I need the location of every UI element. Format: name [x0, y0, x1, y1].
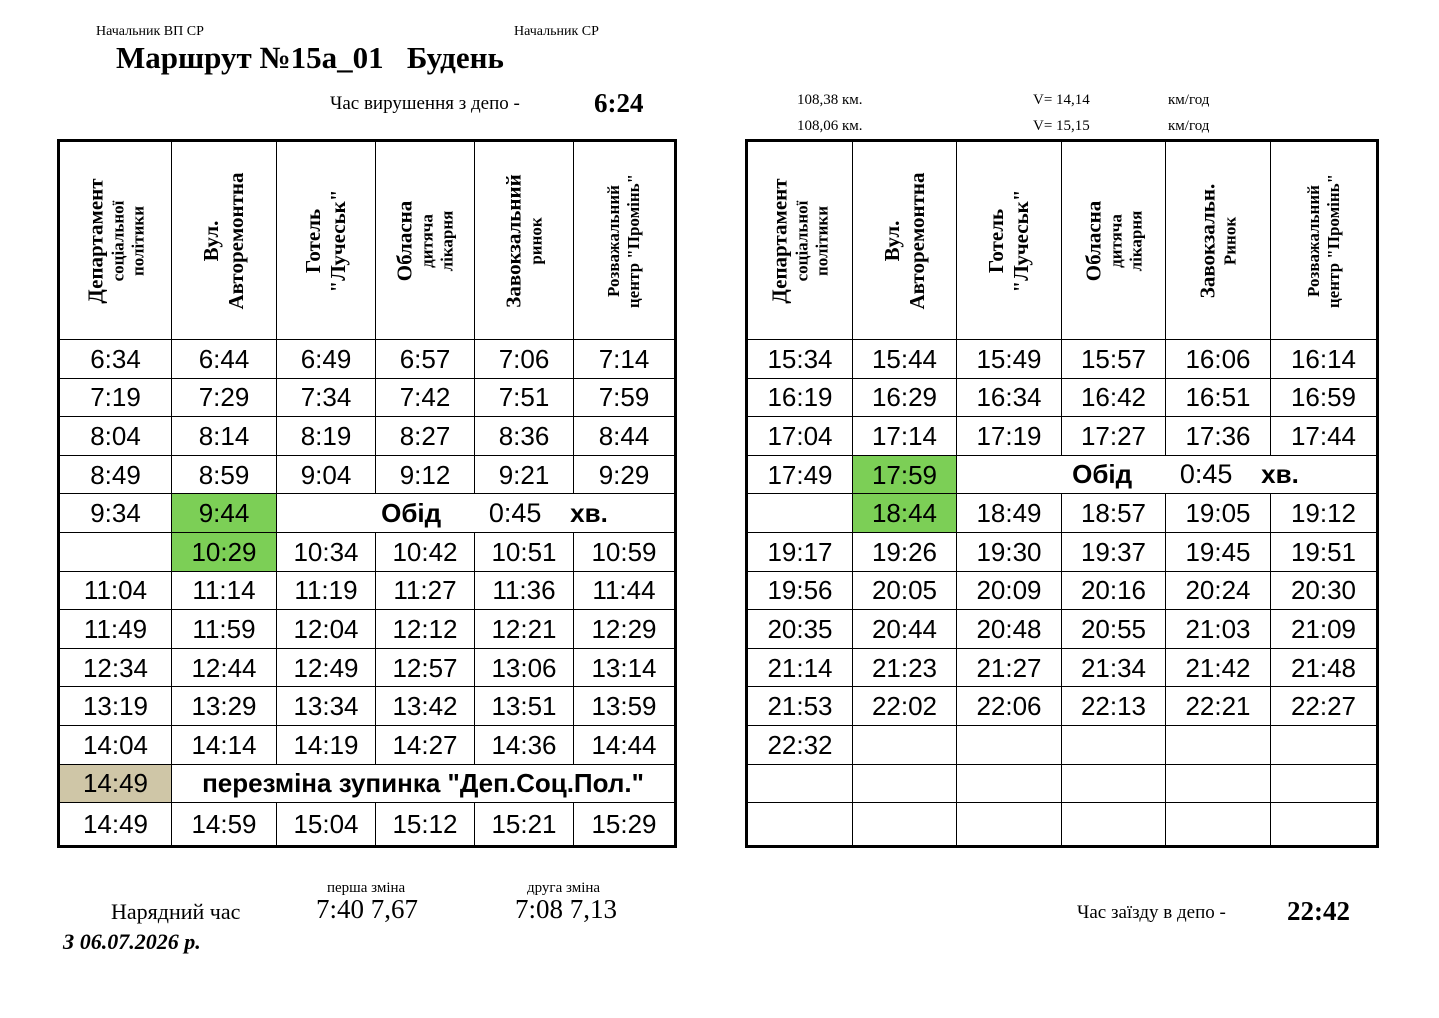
- time-cell: 17:36: [1166, 417, 1271, 456]
- table-row: [59, 803, 676, 847]
- stop-header-label: [83, 147, 148, 335]
- time-cell: 19:56: [747, 571, 853, 610]
- time-cell: 14:49: [59, 803, 172, 847]
- time-cell: 19:37: [1062, 532, 1166, 571]
- stop-header-label: [1303, 147, 1343, 335]
- time-cell: 12:57: [376, 648, 475, 687]
- page-title: Маршрут №15а_01 Будень: [116, 40, 504, 75]
- stop-header-label: [502, 147, 547, 335]
- stop-header-label: [880, 147, 930, 335]
- time-cell: 14:14: [172, 725, 277, 764]
- table-row: [747, 340, 1378, 379]
- time-cell: 22:13: [1062, 687, 1166, 726]
- first-shift-value: 7:40 7,67: [316, 894, 419, 924]
- time-cell: 15:57: [1062, 340, 1166, 379]
- speed-unit-1: км/год: [1168, 92, 1210, 108]
- time-cell: 7:29: [172, 378, 277, 417]
- time-cell: 20:30: [1271, 571, 1378, 610]
- stop-header-label: [1196, 147, 1241, 335]
- table-row: [59, 455, 676, 494]
- time-cell: 16:59: [1271, 378, 1378, 417]
- stop-name: Готель: [984, 208, 1009, 273]
- time-cell: 16:42: [1062, 378, 1166, 417]
- time-cell: 21:27: [957, 648, 1062, 687]
- stop-name-line: центр "Промінь": [1323, 173, 1343, 308]
- second-shift-value: 7:08 7,13: [515, 894, 618, 924]
- time-cell: 14:36: [475, 725, 574, 764]
- time-cell: 11:19: [277, 571, 376, 610]
- time-cell: 13:06: [475, 648, 574, 687]
- time-cell: 12:29: [574, 610, 676, 649]
- stop-header: [475, 141, 574, 340]
- time-cell: 8:27: [376, 417, 475, 456]
- time-cell: 7:42: [376, 378, 475, 417]
- stop-name-line: політики: [812, 205, 832, 276]
- time-cell: 13:51: [475, 687, 574, 726]
- speed-2: V= 15,15: [1033, 118, 1090, 134]
- lunch-unit: хв.: [1261, 459, 1299, 490]
- table-row: [747, 455, 1378, 494]
- time-cell: 11:14: [172, 571, 277, 610]
- time-cell: 19:51: [1271, 532, 1378, 571]
- table-row: [747, 610, 1378, 649]
- time-cell: 7:51: [475, 378, 574, 417]
- stop-name-line: лікарня: [437, 210, 457, 271]
- stop-header: [277, 141, 376, 340]
- time-cell: [1062, 764, 1166, 803]
- time-cell: [853, 725, 957, 764]
- time-cell: 14:44: [574, 725, 676, 764]
- lunch-break-cell: [957, 455, 1378, 494]
- table-row: [747, 378, 1378, 417]
- time-cell: 17:49: [747, 455, 853, 494]
- table-row: [747, 803, 1378, 847]
- duty-time-label: Нарядний час: [111, 899, 241, 924]
- table-row: [59, 378, 676, 417]
- valid-from-date: З 06.07.2026 р.: [63, 929, 201, 954]
- stop-name-line: "Лучеськ": [326, 189, 350, 292]
- time-cell: [59, 532, 172, 571]
- shift-change-cell: перезміна зупинка "Деп.Соц.Пол.": [172, 764, 676, 803]
- stop-name-line: "Лучеськ": [1009, 189, 1033, 292]
- depart-time: 6:24: [594, 88, 644, 118]
- table-row: [747, 494, 1378, 533]
- time-cell: 11:27: [376, 571, 475, 610]
- stop-name-line: ринок: [526, 216, 546, 265]
- time-cell: 20:05: [853, 571, 957, 610]
- stop-name-line: лікарня: [1125, 210, 1145, 271]
- second-shift-label: друга зміна: [527, 880, 601, 896]
- time-cell: 21:23: [853, 648, 957, 687]
- time-cell: 17:19: [957, 417, 1062, 456]
- time-cell: 6:34: [59, 340, 172, 379]
- time-cell: 6:44: [172, 340, 277, 379]
- time-cell: 12:21: [475, 610, 574, 649]
- stop-header: [1271, 141, 1378, 340]
- time-cell: 14:27: [376, 725, 475, 764]
- time-cell: 15:21: [475, 803, 574, 847]
- time-cell: 20:09: [957, 571, 1062, 610]
- time-cell: 10:29: [172, 532, 277, 571]
- time-cell: 14:49: [59, 764, 172, 803]
- time-cell: 15:29: [574, 803, 676, 847]
- time-cell: 19:26: [853, 532, 957, 571]
- schedule-table-right: [745, 139, 1379, 848]
- time-cell: 19:05: [1166, 494, 1271, 533]
- time-cell: 16:19: [747, 378, 853, 417]
- time-cell: 21:48: [1271, 648, 1378, 687]
- stop-header-label: [768, 147, 833, 335]
- time-cell: 16:06: [1166, 340, 1271, 379]
- time-cell: 12:12: [376, 610, 475, 649]
- time-cell: 16:29: [853, 378, 957, 417]
- stop-header-label: [1081, 147, 1146, 335]
- time-cell: 22:02: [853, 687, 957, 726]
- stop-name: Готель: [301, 208, 326, 273]
- stop-header: [59, 141, 172, 340]
- time-cell: 15:34: [747, 340, 853, 379]
- time-cell: 7:06: [475, 340, 574, 379]
- time-cell: 19:12: [1271, 494, 1378, 533]
- time-cell: 17:14: [853, 417, 957, 456]
- return-label: Час заїзду в депо -: [1077, 902, 1226, 923]
- time-cell: 12:34: [59, 648, 172, 687]
- time-cell: 10:34: [277, 532, 376, 571]
- lunch-unit: хв.: [570, 497, 608, 528]
- time-cell: 15:12: [376, 803, 475, 847]
- time-cell: 21:14: [747, 648, 853, 687]
- time-cell: 13:34: [277, 687, 376, 726]
- time-cell: 17:27: [1062, 417, 1166, 456]
- time-cell: 17:04: [747, 417, 853, 456]
- time-cell: 20:35: [747, 610, 853, 649]
- time-cell: 10:59: [574, 532, 676, 571]
- time-cell: 8:49: [59, 455, 172, 494]
- stop-header: [574, 141, 676, 340]
- stop-header-label: [604, 147, 644, 335]
- time-cell: 19:30: [957, 532, 1062, 571]
- time-cell: 17:59: [853, 455, 957, 494]
- stop-name-line: центр "Промінь": [624, 173, 643, 308]
- stop-name-line: соціальної: [107, 200, 127, 281]
- stop-name-line: Авторемонтна: [904, 171, 929, 310]
- time-cell: 7:14: [574, 340, 676, 379]
- time-cell: 13:42: [376, 687, 475, 726]
- lunch-break-cell: [277, 494, 676, 533]
- stop-header: [1166, 141, 1271, 340]
- stop-name: Вул.: [199, 220, 224, 261]
- time-cell: 11:44: [574, 571, 676, 610]
- time-cell: [957, 764, 1062, 803]
- time-cell: 15:49: [957, 340, 1062, 379]
- time-cell: 15:44: [853, 340, 957, 379]
- time-cell: 11:36: [475, 571, 574, 610]
- time-cell: 15:04: [277, 803, 376, 847]
- stop-name: Департамент: [767, 177, 792, 304]
- time-cell: 20:44: [853, 610, 957, 649]
- table-row: [59, 725, 676, 764]
- time-cell: 8:19: [277, 417, 376, 456]
- time-cell: 12:04: [277, 610, 376, 649]
- time-cell: 17:44: [1271, 417, 1378, 456]
- table-row: [747, 764, 1378, 803]
- time-cell: [1166, 764, 1271, 803]
- time-cell: 9:21: [475, 455, 574, 494]
- time-cell: 6:49: [277, 340, 376, 379]
- stop-name: Обласна: [1081, 200, 1106, 281]
- stop-header: [1062, 141, 1166, 340]
- time-cell: 20:24: [1166, 571, 1271, 610]
- time-cell: 13:14: [574, 648, 676, 687]
- stop-header: [957, 141, 1062, 340]
- time-cell: 21:42: [1166, 648, 1271, 687]
- time-cell: 11:49: [59, 610, 172, 649]
- chief-sr-label: Начальник СР: [514, 24, 599, 39]
- stop-name: Обласна: [392, 200, 417, 281]
- time-cell: [747, 494, 853, 533]
- time-cell: 6:57: [376, 340, 475, 379]
- stop-header: [853, 141, 957, 340]
- time-cell: 22:21: [1166, 687, 1271, 726]
- time-cell: 18:57: [1062, 494, 1166, 533]
- stop-header-label: [393, 147, 458, 335]
- time-cell: 22:32: [747, 725, 853, 764]
- time-cell: 21:34: [1062, 648, 1166, 687]
- stop-header: [747, 141, 853, 340]
- stop-name-line: політики: [127, 205, 147, 276]
- time-cell: 8:44: [574, 417, 676, 456]
- time-cell: 19:45: [1166, 532, 1271, 571]
- time-cell: [1271, 803, 1378, 847]
- table-row: [59, 571, 676, 610]
- table-row: [747, 648, 1378, 687]
- time-cell: 22:06: [957, 687, 1062, 726]
- time-cell: [1166, 803, 1271, 847]
- time-cell: 22:27: [1271, 687, 1378, 726]
- stop-name: Розважальний: [1303, 184, 1323, 297]
- lunch-label: Обід: [381, 497, 442, 528]
- stop-name: Вул.: [879, 220, 904, 261]
- return-time: 22:42: [1287, 896, 1350, 926]
- time-cell: 21:03: [1166, 610, 1271, 649]
- table-row: [747, 687, 1378, 726]
- time-cell: [853, 764, 957, 803]
- stop-name: Розважальний: [603, 184, 623, 297]
- distance-1: 108,38 км.: [797, 92, 863, 108]
- time-cell: [747, 764, 853, 803]
- time-cell: [957, 725, 1062, 764]
- time-cell: 7:19: [59, 378, 172, 417]
- stops-header-row: [747, 141, 1378, 340]
- time-cell: 16:14: [1271, 340, 1378, 379]
- time-cell: 14:04: [59, 725, 172, 764]
- speed-unit-2: км/год: [1168, 118, 1210, 134]
- table-row: [59, 764, 676, 803]
- depart-label: Час вирушення з депо -: [330, 93, 520, 114]
- lunch-duration: 0:45: [1179, 459, 1233, 490]
- table-row: [59, 532, 676, 571]
- table-row: [747, 725, 1378, 764]
- table-row: [59, 494, 676, 533]
- stop-name-line: дитяча: [417, 213, 437, 268]
- table-row: [59, 687, 676, 726]
- stop-name-line: Авторемонтна: [224, 171, 248, 310]
- time-cell: 12:44: [172, 648, 277, 687]
- time-cell: 7:34: [277, 378, 376, 417]
- stop-header-label: [984, 147, 1034, 335]
- time-cell: 14:19: [277, 725, 376, 764]
- time-cell: 13:59: [574, 687, 676, 726]
- table-row: [59, 610, 676, 649]
- time-cell: 12:49: [277, 648, 376, 687]
- distance-2: 108,06 км.: [797, 118, 863, 134]
- table-row: [59, 340, 676, 379]
- time-cell: 16:51: [1166, 378, 1271, 417]
- stop-header: [376, 141, 475, 340]
- table-row: [59, 417, 676, 456]
- time-cell: 21:53: [747, 687, 853, 726]
- time-cell: 7:59: [574, 378, 676, 417]
- time-cell: 11:04: [59, 571, 172, 610]
- time-cell: 20:48: [957, 610, 1062, 649]
- time-cell: 10:51: [475, 532, 574, 571]
- time-cell: 9:44: [172, 494, 277, 533]
- time-cell: [1271, 764, 1378, 803]
- time-cell: 9:12: [376, 455, 475, 494]
- stop-name-line: Ринок: [1220, 216, 1240, 265]
- time-cell: 13:19: [59, 687, 172, 726]
- table-row: [747, 571, 1378, 610]
- time-cell: 18:49: [957, 494, 1062, 533]
- time-cell: [1062, 725, 1166, 764]
- time-cell: 13:29: [172, 687, 277, 726]
- time-cell: [1062, 803, 1166, 847]
- time-cell: [853, 803, 957, 847]
- time-cell: 9:04: [277, 455, 376, 494]
- time-cell: [1271, 725, 1378, 764]
- stop-name: Завокзальний: [501, 173, 526, 308]
- time-cell: 8:14: [172, 417, 277, 456]
- speed-1: V= 14,14: [1033, 92, 1090, 108]
- time-cell: 16:34: [957, 378, 1062, 417]
- stop-name-line: соціальної: [792, 200, 812, 281]
- table-row: [59, 648, 676, 687]
- stop-name: Завокзальн.: [1195, 183, 1220, 298]
- time-cell: 20:16: [1062, 571, 1166, 610]
- time-cell: 9:34: [59, 494, 172, 533]
- time-cell: 18:44: [853, 494, 957, 533]
- schedule-table-left: [57, 139, 677, 848]
- table-row: [747, 532, 1378, 571]
- time-cell: [747, 803, 853, 847]
- time-cell: 8:04: [59, 417, 172, 456]
- time-cell: 8:36: [475, 417, 574, 456]
- stop-header: [172, 141, 277, 340]
- lunch-duration: 0:45: [488, 497, 542, 528]
- stop-header-label: [301, 147, 351, 335]
- time-cell: 20:55: [1062, 610, 1166, 649]
- time-cell: [957, 803, 1062, 847]
- stop-header-label: [199, 147, 249, 335]
- time-cell: [1166, 725, 1271, 764]
- time-cell: 19:17: [747, 532, 853, 571]
- time-cell: 9:29: [574, 455, 676, 494]
- table-row: [747, 417, 1378, 456]
- stop-name-line: дитяча: [1105, 213, 1125, 268]
- first-shift-label: перша зміна: [327, 880, 406, 896]
- lunch-label: Обід: [1072, 459, 1133, 490]
- time-cell: 8:59: [172, 455, 277, 494]
- stop-name: Департамент: [83, 177, 108, 304]
- time-cell: 21:09: [1271, 610, 1378, 649]
- chief-vp-label: Начальник ВП СР: [96, 24, 204, 39]
- time-cell: 11:59: [172, 610, 277, 649]
- time-cell: 10:42: [376, 532, 475, 571]
- time-cell: 14:59: [172, 803, 277, 847]
- stops-header-row: [59, 141, 676, 340]
